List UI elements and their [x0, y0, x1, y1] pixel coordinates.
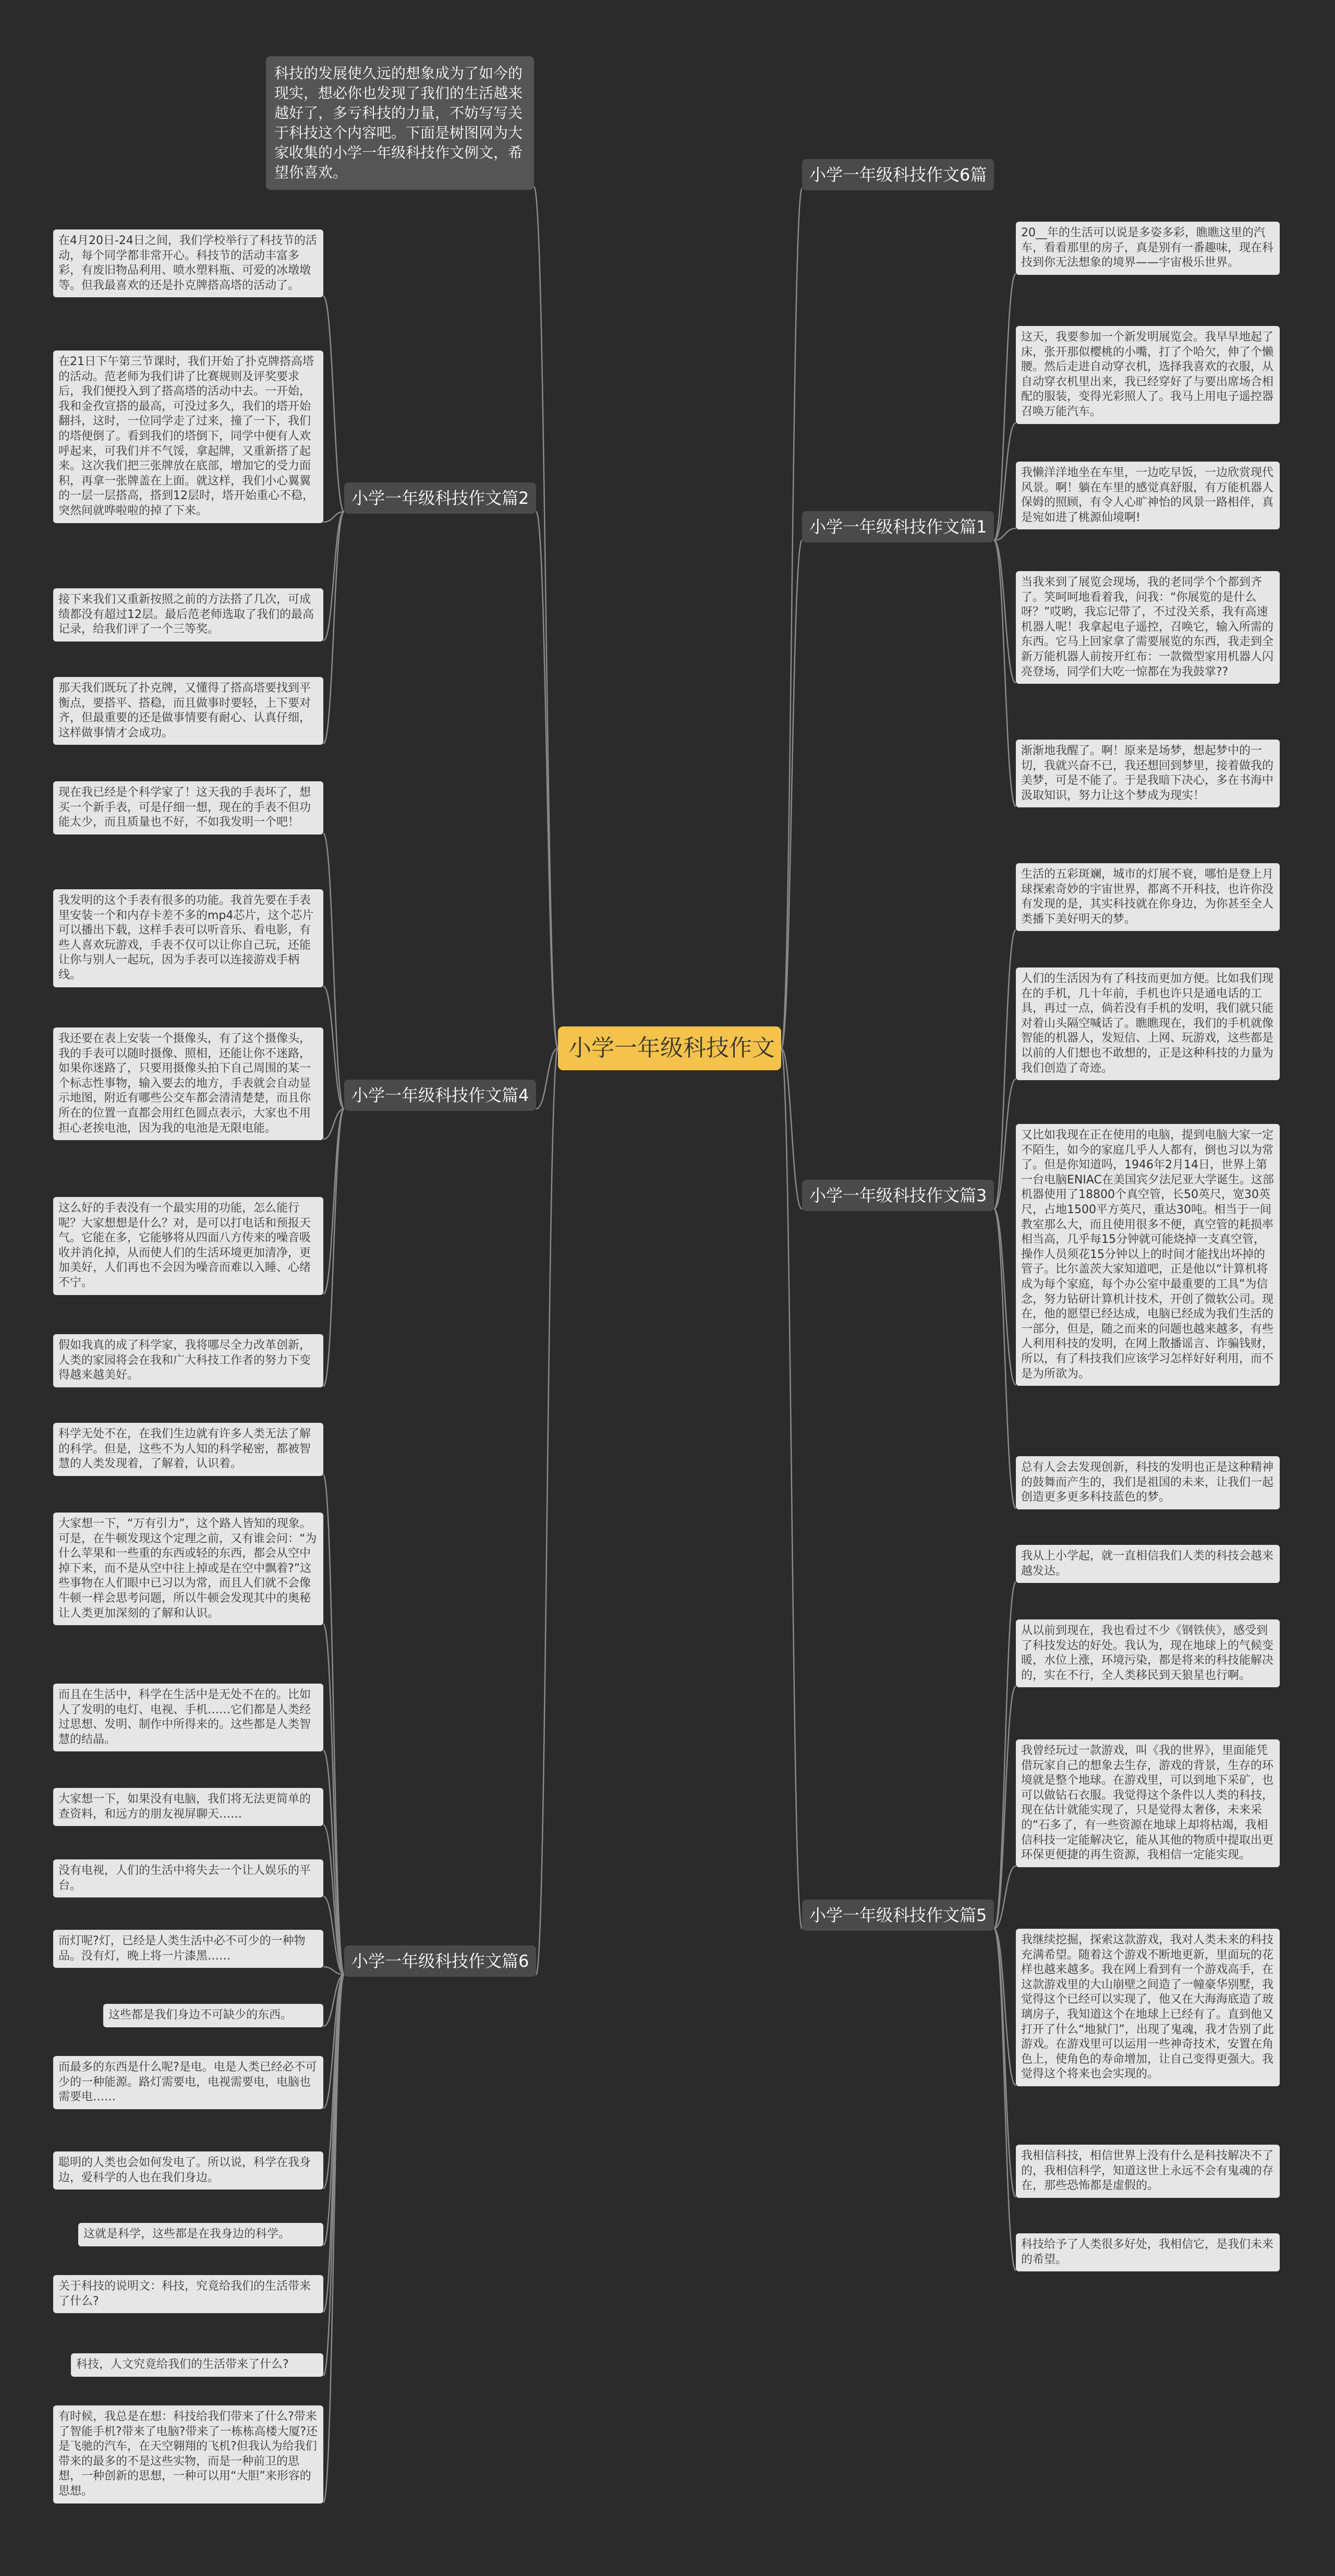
- link-b6-l6-1: [323, 1624, 344, 1975]
- essay3-paragraph-4[interactable]: 总有人会去发现创新，科技的发明也正是这种精神的鼓舞而产生的，我们是祖国的未来，让我们一起创造更多更多科技蓝色的梦。: [1016, 1456, 1280, 1509]
- essay1-paragraph-2[interactable]: 这天，我要参加一个新发明展览会。我早早地起了床，张开那似樱桃的小嘴，打了个哈欠，伸了个懒腰。然后走进自动穿衣机，选择我喜欢的衣服，从自动穿衣机里出来，我已经穿好了与要出席场合相配的服装，变得光彩照人了。我马上用电子遥控器召唤万能汽车。: [1016, 326, 1280, 424]
- link-b3-l3-1: [994, 1079, 1016, 1209]
- essay3-paragraph-1[interactable]: 生活的五彩斑斓，城市的灯展不衰，哪怕是登上月球探索奇妙的宇宙世界，都离不开科技，也许你没有发现的是，其实科技就在你身边，为你甚至全人类播下美好明天的梦。: [1016, 863, 1280, 931]
- essay4-paragraph-3[interactable]: 我还要在表上安装一个摄像头，有了这个摄像头，我的手表可以随时摄像、照相，还能让你不迷路，如果你迷路了，只要用摄像头拍下自己周围的某一个标志性事物，输入要去的地方，手表就会自动显示地图，附近有哪些公交车都会清清楚楚，而且你所在的位置一直都会用红色圆点表示，大家也不用担心老挨电池，因为我的电池是无限电能。: [53, 1027, 323, 1140]
- link-root-intro: [534, 187, 558, 1048]
- link-b4-l4-3: [323, 1109, 344, 1294]
- essay2-paragraph-4[interactable]: 那天我们既玩了扑克牌，又懂得了搭高塔要找到平衡点，要搭平、搭稳，而且做事时要轻，上下要对齐，但最重要的还是做事情要有耐心、认真仔细，这样做事情才会成功。: [53, 677, 323, 745]
- essay6-paragraph-5[interactable]: 没有电视，人们的生活中将失去一个让人娱乐的平台。: [53, 1859, 323, 1897]
- link-b6-l6-9: [323, 1975, 344, 2245]
- branch-essay-4[interactable]: 小学一年级科技作文篇4: [344, 1080, 536, 1111]
- essay4-paragraph-5[interactable]: 假如我真的成了科学家，我将哪尽全力改革创新，人类的家园将会在我和广大科技工作者的努力下变得越来越美好。: [53, 1334, 323, 1387]
- essay6-paragraph-13[interactable]: 有时候，我总是在想：科技给我们带来了什么?带来了智能手机?带来了电脑?带来了一栋栋高楼大厦?还是飞驰的汽车，在天空翱翔的飞机?但我认为给我们带来的最多的不是这些实物，而是一种前卫的思想，一种创新的思想，一种可以用“大胆”来形容的思想。: [53, 2405, 323, 2504]
- link-b4-l4-4: [323, 1109, 344, 1386]
- branch-6-essays[interactable]: 小学一年级科技作文6篇: [802, 159, 994, 190]
- link-b1-l1-1: [994, 423, 1016, 540]
- link-root-b6: [536, 1048, 558, 1975]
- essay6-paragraph-4[interactable]: 大家想一下，如果没有电脑，我们将无法更简单的查资料，和远方的朋友视屏聊天……: [53, 1788, 323, 1826]
- essay6-paragraph-3[interactable]: 而且在生活中，科学在生活中是无处不在的。比如人了发明的电灯、电视、手机……它们都是人类经过思想、发明、制作中所得来的。这些都是人类智慧的结晶。: [53, 1684, 323, 1751]
- link-b3-l3-0: [994, 930, 1016, 1209]
- essay6-paragraph-12[interactable]: 科技，人文究竟给我们的生活带来了什么?: [71, 2353, 323, 2377]
- branch-essay-2[interactable]: 小学一年级科技作文篇2: [344, 482, 536, 514]
- link-b4-l4-1: [323, 986, 344, 1109]
- essay6-paragraph-10[interactable]: 这就是科学，这些都是在我身边的科学。: [78, 2223, 323, 2246]
- essay3-paragraph-3[interactable]: 又比如我现在正在使用的电脑，提到电脑大家一定不陌生，如今的家庭几乎人人都有，倒也习以为常了。但是你知道吗，1946年2月14日，世界上第一台电脑ENIAC在美国宾夕法尼亚大学诞生。这部机器使用了18800个真空管，长50英尺，宽30英尺，占地1500平方英尺，重达30吨。相当于一间教室那么大，而且使用很多不便，真空管的耗损率相当高，几乎每15分钟就可能烧掉一支真空管，操作人员须花15分钟以上的时间才能找出坏掉的管子。比尔盖茨大家知道吧，正是他以“计算机将成为每个家庭，每个办公室中最重要的工具”为信念，努力钻研计算机计技术，开创了微软公司。现在，他的愿望已经达成，电脑已经成为我们生活的一部分，但是，随之而来的问题也越来越多，有些人利用科技的发明，在网上散播谣言、诈骗钱财，所以，有了科技我们应该学习怎样好好利用，而不是为所欲为。: [1016, 1124, 1280, 1386]
- essay6-paragraph-6[interactable]: 而灯呢?灯，已经是人类生活中必不可少的一种物品。没有灯，晚上将一片漆黑……: [53, 1930, 323, 1968]
- essay4-paragraph-1[interactable]: 现在我已经是个科学家了！这天我的手表坏了，想买一个新手表，可是仔细一想，现在的手表不但功能太少，而且质量也不好，不如我发明一个吧！: [53, 781, 323, 835]
- link-root-b5: [781, 1048, 802, 1929]
- essay1-paragraph-1[interactable]: 20__年的生活可以说是多姿多彩，瞧瞧这里的汽车，看看那里的房子，真是别有一番趣味，现在科技到你无法想象的境界——宇宙极乐世界。: [1016, 222, 1280, 275]
- branch-essay-6[interactable]: 小学一年级科技作文篇6: [344, 1945, 536, 1977]
- essay6-paragraph-11[interactable]: 关于科技的说明文：科技，究竟给我们的生活带来了什么?: [53, 2275, 323, 2313]
- link-b2-l2-0: [323, 296, 344, 512]
- link-b1-l1-4: [994, 540, 1016, 806]
- essay1-paragraph-5[interactable]: 渐渐地我醒了。啊！原来是场梦，想起梦中的一切，我就兴奋不已，我还想回到梦里，接着做我的美梦，可是不能了。于是我暗下决心，多在书海中汲取知识，努力让这个梦成为现实！: [1016, 740, 1280, 807]
- branch-essay-1[interactable]: 小学一年级科技作文篇1: [802, 511, 994, 542]
- essay5-paragraph-6[interactable]: 科技给予了人类很多好处，我相信它，是我们未来的希望。: [1016, 2233, 1280, 2271]
- essay4-paragraph-2[interactable]: 我发明的这个手表有很多的功能。我首先要在手表里安装一个和内存卡差不多的mp4芯片，这个芯片可以播出下载，这样手表可以听音乐、看电影，有些人喜欢玩游戏，手表不仅可以让你自己玩，还能让你与别人一起玩，因为手表可以连接游戏手柄线。: [53, 889, 323, 987]
- link-b5-l5-1: [994, 1686, 1016, 1929]
- link-b2-l2-3: [323, 512, 344, 744]
- link-b3-l3-3: [994, 1209, 1016, 1508]
- branch-essay-3[interactable]: 小学一年级科技作文篇3: [802, 1180, 994, 1211]
- essay5-paragraph-1[interactable]: 我从上小学起，就一直相信我们人类的科技会越来越发达。: [1016, 1545, 1280, 1583]
- essay5-paragraph-2[interactable]: 从以前到现在，我也看过不少《钢铁侠》，感受到了科技发达的好处。我认为，现在地球上的气候变暖，水位上涨，环境污染，都是将来的科技能解决的，实在不行，全人类移民到天狼星也行啊。: [1016, 1619, 1280, 1687]
- essay5-paragraph-4[interactable]: 我继续挖掘，探索这款游戏，我对人类未来的科技充满希望。随着这个游戏不断地更新，里面玩的花样也越来越多。我在网上看到有一个游戏高手，在这款游戏里的大山崩壁之间造了一幢豪华别墅，我觉得这个已经可以实现了，他又在大海海底造了玻璃房子，我知道这个在地球上已经有了。直到他又打开了什么“地狱门”，出现了鬼魂，我才告别了此游戏。在游戏里可以运用一些神奇技术，安置在角色上，使角色的寿命增加，让自己变得更强大。我觉得这个将来也会实现的。: [1016, 1929, 1280, 2086]
- essay3-paragraph-2[interactable]: 人们的生活因为有了科技而更加方便。比如我们现在的手机，几十年前，手机也许只是通电话的工具，再过一点，倘若没有手机的发明，我们就只能对着山头隔空喊话了。瞧瞧现在，我们的手机就像智能的机器人，发短信、上网、玩游戏，这些都是以前的人们想也不敢想的，正是这种科技的力量为我们创造了奇迹。: [1016, 967, 1280, 1080]
- essay6-paragraph-8[interactable]: 而最多的东西是什么呢?是电。电是人类已经必不可少的一种能源。路灯需要电，电视需要电，电脑也需要电……: [53, 2056, 323, 2109]
- link-root-b0: [781, 188, 802, 1048]
- essay6-paragraph-2[interactable]: 大家想一下，“万有引力”，这个路人皆知的现象。可是，在牛顿发现这个定理之前，又有谁会问：“为什么苹果和一些重的东西或轻的东西，都会从空中掉下来，而不是从空中往上掉或是在空中飘着?”这些事物在人们眼中已习以为常，而且人们就不会像牛顿一样会思考问题，所以牛顿会发现其中的奥秘让人类更加深刻的了解和认识。: [53, 1513, 323, 1625]
- link-b1-l1-0: [994, 274, 1016, 540]
- link-root-b2: [536, 512, 558, 1048]
- essay4-paragraph-4[interactable]: 这么好的手表没有一个最实用的功能，怎么能行呢？大家想想是什么？对，是可以打电话和预报天气。它能在多，它能够将从四面八方传来的噪音吸收并消化掉，从而使人们的生活环境更加清净，更加美好，人们再也不会因为噪音而难以入睡、心绪不宁。: [53, 1197, 323, 1295]
- essay1-paragraph-3[interactable]: 我懒洋洋地坐在车里，一边吃早饭，一边欣赏现代风景。啊！躺在车里的感觉真舒服，有万能机器人保姆的照顾，有令人心旷神怡的风景一路相伴，真是宛如进了桃源仙境啊!: [1016, 462, 1280, 529]
- essay6-paragraph-9[interactable]: 聪明的人类也会如何发电了。所以说，科学在我身边，爱科学的人也在我们身边。: [53, 2151, 323, 2190]
- link-b5-l5-5: [994, 1929, 1016, 2270]
- essay5-paragraph-3[interactable]: 我曾经玩过一款游戏，叫《我的世界》，里面能凭借玩家自己的想象去生存，游戏的背景，生存的环境就是整个地球。在游戏里，可以到地下采矿，也可以做钻石衣服。我觉得这个条件以人类的科技，现在估计就能实现了，只是觉得太奢侈，未来采的“石多了，有一些资源在地球上却将枯竭，我相信科技一定能解决它，能从其他的物质中提取出更环保更便捷的再生资源，我相信一定能实现。: [1016, 1739, 1280, 1867]
- essay6-paragraph-7[interactable]: 这些都是我们身边不可缺少的东西。: [103, 2004, 323, 2027]
- essay6-paragraph-1[interactable]: 科学无处不在，在我们生边就有许多人类无法了解的科学。但是，这些不为人知的科学秘密，都被智慧的人类发现着，了解着，认识着。: [53, 1423, 323, 1476]
- essay2-paragraph-3[interactable]: 接下来我们又重新按照之前的方法搭了几次，可成绩都没有超过12层。最后范老师选取了我们的最高记录，给我们评了一个三等奖。: [53, 588, 323, 642]
- branch-essay-5[interactable]: 小学一年级科技作文篇5: [802, 1900, 994, 1931]
- intro-summary[interactable]: 科技的发展使久远的想象成为了如今的现实，想必你也发现了我们的生活越来越好了，多亏科技的力量，不妨写写关于科技这个内容吧。下面是树图网为大家收集的小学一年级科技作文例文，希望你喜欢。: [266, 56, 534, 190]
- link-b4-l4-0: [323, 833, 344, 1109]
- link-b5-l5-0: [994, 1582, 1016, 1929]
- link-b5-l5-4: [994, 1929, 1016, 2197]
- essay1-paragraph-4[interactable]: 当我来到了展览会现场，我的老同学个个都到齐了。笑呵呵地看着我，问我：“你展览的是什么呀？”哎哟，我忘记带了，不过没关系，我有高速机器人呢！我拿起电子遥控，召唤它，输入所需的东西。它马上回家拿了需要展览的东西，我走到全新万能机器人前按开红布：一款微型家用机器人闪亮登场，同学们大吃一惊都在为我鼓掌??: [1016, 571, 1280, 684]
- essay5-paragraph-5[interactable]: 我相信科技，相信世界上没有什么是科技解决不了的，我相信科学，知道这世上永远不会有鬼魂的存在，那些恐怖都是虚假的。: [1016, 2145, 1280, 2198]
- essay2-paragraph-2[interactable]: 在21日下午第三节课时，我们开始了扑克牌搭高塔的活动。范老师为我们讲了比赛规则及评奖要求后，我们便投入到了搭高塔的活动中去。一开始，我和金孜宣搭的最高，可没过多久，我们的塔开始翻抖，这时，一位同学走了过来，撞了一下，我们的塔便倒了。看到我们的塔倒下，同学中便有人欢呼起来，可我们并不气馁，拿起牌，又重新搭了起来。这次我们把三张牌放在底部，增加它的受力面积，再拿一张牌盖在上面。就这样，我们小心翼翼的一层一层搭高，搭到12层时，塔开始重心不稳，突然间就哗啦啦的掉了下来。: [53, 350, 323, 523]
- essay2-paragraph-1[interactable]: 在4月20日-24日之间，我们学校举行了科技节的活动，每个同学都非常开心。科技节的活动丰富多彩，有废旧物品利用、喷水塑料瓶、可爱的冰墩墩等。但我最喜欢的还是扑克牌搭高塔的活动了。: [53, 229, 323, 297]
- root-topic[interactable]: 小学一年级科技作文: [558, 1026, 781, 1070]
